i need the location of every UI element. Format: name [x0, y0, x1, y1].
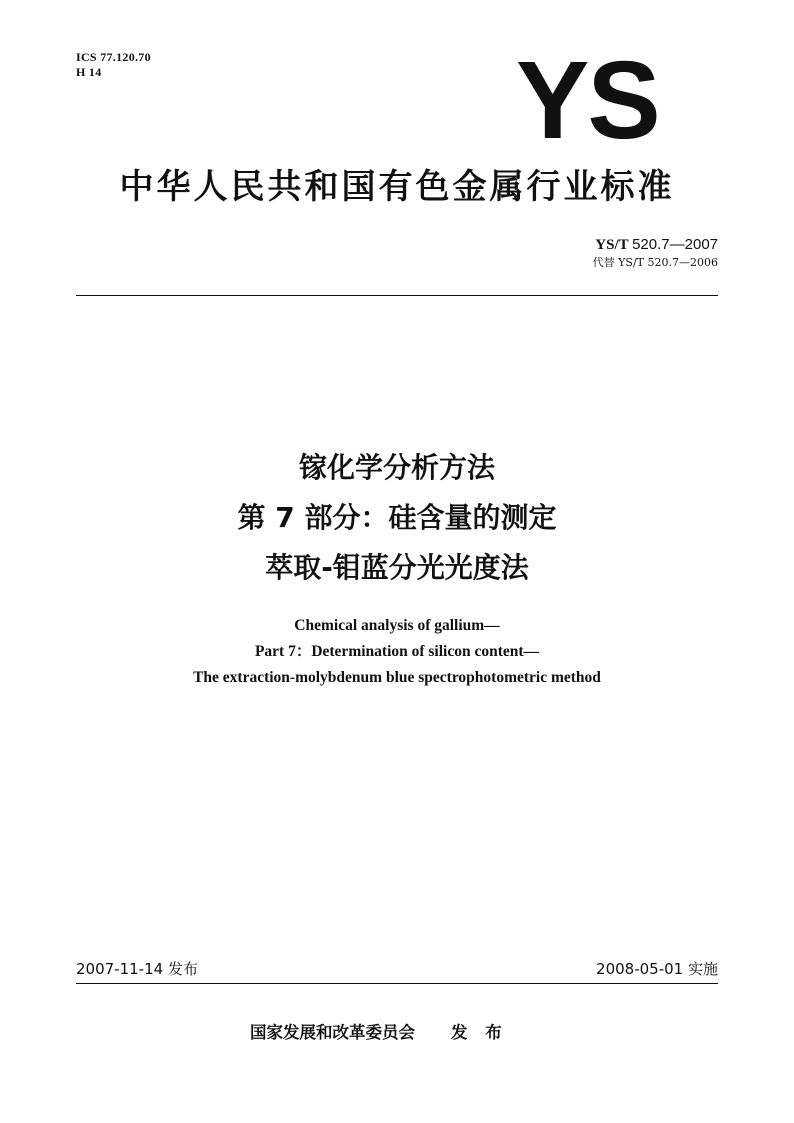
- issuing-authority: [250, 1021, 508, 1045]
- standard-number: [593, 236, 718, 254]
- english-title-line-2: Part 7：Determination of silicon content—: [254, 643, 540, 660]
- issue-action: 发 布: [451, 1023, 508, 1042]
- issue-date: 2007-11-14 发布: [76, 960, 198, 978]
- english-title-line-3: The extraction-molybdenum blue spectrophotometric method: [193, 669, 601, 686]
- ys-logo: [516, 42, 678, 152]
- standard-number-block: [593, 236, 718, 272]
- ys-logo-text: YS: [516, 42, 659, 152]
- chinese-title: [76, 443, 718, 593]
- footer-divider: [76, 983, 718, 984]
- chinese-title-line-1: 镓化学分析方法: [298, 451, 495, 484]
- issuer-name: 国家发展和改革委员会: [250, 1023, 415, 1042]
- class-code: H 14: [76, 65, 102, 79]
- classification-codes: [76, 50, 151, 80]
- chinese-title-line-3: 萃取-钼蓝分光光度法: [265, 551, 529, 584]
- standard-number-value: 520.7—2007: [632, 236, 718, 253]
- english-title: [76, 613, 718, 691]
- chinese-title-line-2: 第 7 部分：硅含量的测定: [237, 501, 557, 534]
- organization-title: 中华人民共和国有色金属行业标准: [119, 167, 675, 207]
- english-title-line-1: Chemical analysis of gallium—: [294, 617, 500, 634]
- standard-prefix: YS/T: [595, 237, 629, 253]
- effective-date: 2008-05-01 实施: [596, 960, 718, 978]
- replaces-note: 代替 YS/T 520.7—2006: [592, 256, 718, 269]
- ics-code: ICS 77.120.70: [76, 50, 151, 64]
- header-divider: [76, 295, 718, 296]
